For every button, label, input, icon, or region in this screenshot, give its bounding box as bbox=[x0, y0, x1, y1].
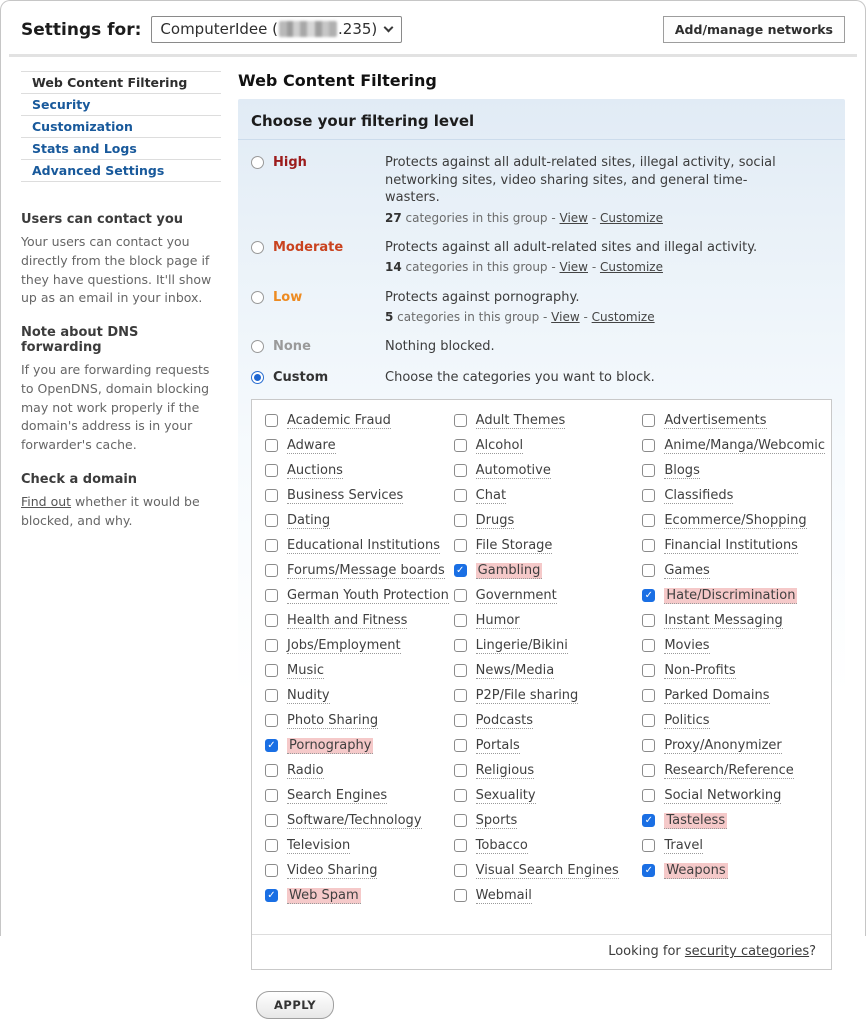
category-checkbox-software-technology[interactable] bbox=[265, 814, 278, 827]
category-checkbox-classifieds[interactable] bbox=[642, 489, 655, 502]
category-checkbox-chat[interactable] bbox=[454, 489, 467, 502]
category-academic-fraud bbox=[265, 408, 454, 433]
category-label[interactable]: Dating bbox=[287, 512, 331, 528]
category-file-storage bbox=[454, 533, 643, 558]
view-link-low[interactable]: View bbox=[551, 310, 580, 325]
category-label[interactable]: Health and Fitness bbox=[287, 612, 408, 628]
level-radio-moderate[interactable] bbox=[251, 241, 264, 254]
category-label[interactable]: Portals bbox=[475, 737, 520, 753]
category-label[interactable]: Hate/Discrimination bbox=[666, 587, 796, 603]
category-hate-discrimination bbox=[642, 583, 831, 608]
category-label[interactable]: Adware bbox=[287, 437, 336, 453]
sidebar-section-body: Find out whether it would be blocked, and why. bbox=[21, 493, 200, 528]
level-desc-low bbox=[385, 289, 655, 326]
category-label[interactable]: Pornography bbox=[289, 737, 372, 753]
category-lingerie-bikini bbox=[454, 633, 643, 658]
level-count: 14 bbox=[385, 260, 402, 275]
category-web-spam bbox=[265, 883, 454, 908]
category-adult-themes bbox=[454, 408, 643, 433]
level-radio-high[interactable] bbox=[251, 156, 264, 169]
category-sexuality bbox=[454, 783, 643, 808]
footer-text: Looking for bbox=[608, 944, 685, 960]
category-checkbox-games[interactable] bbox=[642, 564, 655, 577]
category-nudity bbox=[265, 683, 454, 708]
network-name-prefix: ComputerIdee ( bbox=[160, 20, 279, 38]
category-checkbox-portals[interactable] bbox=[454, 739, 467, 752]
category-label[interactable]: Visual Search Engines bbox=[475, 862, 619, 878]
category-label[interactable]: German Youth Protection bbox=[287, 587, 449, 603]
category-label[interactable]: Chat bbox=[475, 487, 507, 503]
category-checkbox-weapons[interactable] bbox=[642, 864, 655, 877]
sidebar bbox=[21, 71, 221, 1019]
category-checkbox-tasteless[interactable] bbox=[642, 814, 655, 827]
category-anime-manga-webcomic bbox=[642, 433, 831, 458]
category-news-media bbox=[454, 658, 643, 683]
level-name-low: Low bbox=[273, 289, 303, 305]
settings-for-label: Settings for: bbox=[21, 19, 142, 40]
level-desc-none bbox=[385, 338, 495, 356]
category-label[interactable]: Software/Technology bbox=[287, 812, 422, 828]
category-search-engines bbox=[265, 783, 454, 808]
category-label[interactable]: Webmail bbox=[475, 887, 532, 903]
category-movies bbox=[642, 633, 831, 658]
category-label[interactable]: Research/Reference bbox=[664, 762, 794, 778]
category-proxy-anonymizer bbox=[642, 733, 831, 758]
category-checkbox-educational-institutions[interactable] bbox=[265, 539, 278, 552]
categories-footer bbox=[252, 934, 831, 969]
category-checkbox-politics[interactable] bbox=[642, 714, 655, 727]
category-label[interactable]: Weapons bbox=[666, 862, 726, 878]
category-software-technology bbox=[265, 808, 454, 833]
category-checkbox-blogs[interactable] bbox=[642, 464, 655, 477]
category-music bbox=[265, 658, 454, 683]
category-checkbox-advertisements[interactable] bbox=[642, 414, 655, 427]
level-desc-text: Protects against all adult-related sites and illegal activity. bbox=[385, 239, 758, 255]
category-checkbox-social-networking[interactable] bbox=[642, 789, 655, 802]
main-content bbox=[238, 71, 845, 1019]
level-desc-text: Protects against all adult-related sites, illegal activity, social networking sites, video sharing sites, and general time-wasters. bbox=[385, 155, 776, 206]
sidebar-item-stats-and-logs[interactable]: Stats and Logs bbox=[21, 138, 221, 160]
level-radio-none[interactable] bbox=[251, 340, 264, 353]
category-automotive bbox=[454, 458, 643, 483]
sidebar-menu bbox=[21, 71, 221, 182]
category-gambling bbox=[454, 558, 643, 583]
level-row-low bbox=[251, 289, 832, 326]
category-label[interactable]: Web Spam bbox=[289, 887, 359, 903]
category-checkbox-travel[interactable] bbox=[642, 839, 655, 852]
category-checkbox-tobacco[interactable] bbox=[454, 839, 467, 852]
category-checkbox-news-media[interactable] bbox=[454, 664, 467, 677]
category-business-services bbox=[265, 483, 454, 508]
category-label[interactable]: Ecommerce/Shopping bbox=[664, 512, 807, 528]
category-radio bbox=[265, 758, 454, 783]
category-photo-sharing bbox=[265, 708, 454, 733]
category-auctions bbox=[265, 458, 454, 483]
category-checkbox-dating[interactable] bbox=[265, 514, 278, 527]
customize-link-high[interactable]: Customize bbox=[599, 210, 663, 225]
category-checkbox-visual-search-engines[interactable] bbox=[454, 864, 467, 877]
category-government bbox=[454, 583, 643, 608]
category-checkbox-ecommerce-shopping[interactable] bbox=[642, 514, 655, 527]
category-checkbox-research-reference[interactable] bbox=[642, 764, 655, 777]
category-label[interactable]: Politics bbox=[664, 712, 710, 728]
category-checkbox-hate-discrimination[interactable] bbox=[642, 589, 655, 602]
category-humor bbox=[454, 608, 643, 633]
level-desc-text: Choose the categories you want to block. bbox=[385, 369, 655, 385]
category-checkbox-anime-manga-webcomic[interactable] bbox=[642, 439, 655, 452]
level-row-high bbox=[251, 154, 832, 226]
sidebar-section-body: If you are forwarding requests to OpenDNS, domain blocking may not work properly if the domain's address is in your forwarder's cache. bbox=[21, 362, 210, 452]
panel-heading: Choose your filtering level bbox=[238, 99, 845, 140]
level-radio-custom[interactable] bbox=[251, 371, 264, 384]
category-label[interactable]: Alcohol bbox=[475, 437, 524, 453]
sidebar-section-note-about-dns-forwarding bbox=[21, 325, 221, 455]
level-desc-text: Nothing blocked. bbox=[385, 339, 495, 355]
redacted-ip bbox=[279, 21, 337, 37]
category-label[interactable]: Auctions bbox=[287, 462, 343, 478]
category-label[interactable]: Religious bbox=[475, 762, 535, 778]
category-weapons bbox=[642, 858, 831, 883]
category-podcasts bbox=[454, 708, 643, 733]
category-label[interactable]: Advertisements bbox=[664, 412, 767, 428]
category-blogs bbox=[642, 458, 831, 483]
category-checkbox-webmail[interactable] bbox=[454, 889, 467, 902]
level-row-none bbox=[251, 338, 832, 356]
category-label[interactable]: Travel bbox=[664, 837, 703, 853]
category-label[interactable]: Jobs/Employment bbox=[287, 637, 401, 653]
category-video-sharing bbox=[265, 858, 454, 883]
category-label[interactable]: Classifieds bbox=[664, 487, 734, 503]
find-out-link[interactable]: Find out bbox=[21, 493, 72, 509]
category-label[interactable]: P2P/File sharing bbox=[475, 687, 579, 703]
category-educational-institutions bbox=[265, 533, 454, 558]
level-name-moderate: Moderate bbox=[273, 239, 344, 255]
category-label[interactable]: Search Engines bbox=[287, 787, 388, 803]
category-travel bbox=[642, 833, 831, 858]
category-games bbox=[642, 558, 831, 583]
category-jobs-employment bbox=[265, 633, 454, 658]
category-adware bbox=[265, 433, 454, 458]
category-checkbox-gambling[interactable] bbox=[454, 564, 467, 577]
category-checkbox-web-spam[interactable] bbox=[265, 889, 278, 902]
category-label[interactable]: Radio bbox=[287, 762, 324, 778]
category-ecommerce-shopping bbox=[642, 508, 831, 533]
category-label[interactable]: Adult Themes bbox=[475, 412, 566, 428]
level-count: 5 bbox=[385, 310, 394, 325]
view-link-high[interactable]: View bbox=[559, 210, 588, 225]
category-checkbox-forums-message-boards[interactable] bbox=[265, 564, 278, 577]
category-label[interactable]: Sexuality bbox=[475, 787, 536, 803]
sidebar-section-check-a-domain bbox=[21, 472, 221, 531]
category-visual-search-engines bbox=[454, 858, 643, 883]
category-label[interactable]: Humor bbox=[475, 612, 520, 628]
sidebar-item-security[interactable]: Security bbox=[21, 94, 221, 116]
category-checkbox-nudity[interactable] bbox=[265, 689, 278, 702]
category-social-networking bbox=[642, 783, 831, 808]
category-checkbox-drugs[interactable] bbox=[454, 514, 467, 527]
category-pornography bbox=[265, 733, 454, 758]
category-advertisements bbox=[642, 408, 831, 433]
category-checkbox-adware[interactable] bbox=[265, 439, 278, 452]
sidebar-item-customization[interactable]: Customization bbox=[21, 116, 221, 138]
category-checkbox-financial-institutions[interactable] bbox=[642, 539, 655, 552]
category-checkbox-government[interactable] bbox=[454, 589, 467, 602]
sidebar-section-heading: Check a domain bbox=[21, 471, 138, 487]
category-checkbox-photo-sharing[interactable] bbox=[265, 714, 278, 727]
level-desc-custom bbox=[385, 369, 655, 387]
filtering-panel bbox=[238, 99, 845, 976]
level-name-high: High bbox=[273, 155, 307, 170]
filtering-levels bbox=[238, 140, 845, 386]
category-label[interactable]: Educational Institutions bbox=[287, 537, 440, 553]
level-count: 27 bbox=[385, 210, 402, 225]
category-tasteless bbox=[642, 808, 831, 833]
category-checkbox-music[interactable] bbox=[265, 664, 278, 677]
category-checkbox-instant-messaging[interactable] bbox=[642, 614, 655, 627]
category-label[interactable]: Business Services bbox=[287, 487, 404, 503]
category-label[interactable]: News/Media bbox=[475, 662, 555, 678]
category-checkbox-search-engines[interactable] bbox=[265, 789, 278, 802]
network-select[interactable] bbox=[151, 16, 402, 43]
level-meta-moderate: 14 categories in this group - View - Customize bbox=[385, 260, 663, 275]
category-checkbox-sexuality[interactable] bbox=[454, 789, 467, 802]
category-religious bbox=[454, 758, 643, 783]
sidebar-item-advanced-settings[interactable]: Advanced Settings bbox=[21, 160, 221, 182]
category-health-and-fitness bbox=[265, 608, 454, 633]
security-categories-link[interactable]: security categories bbox=[684, 944, 810, 960]
category-label[interactable]: Academic Fraud bbox=[287, 412, 391, 428]
category-checkbox-podcasts[interactable] bbox=[454, 714, 467, 727]
category-label[interactable]: Drugs bbox=[475, 512, 515, 528]
category-tobacco bbox=[454, 833, 643, 858]
category-label[interactable]: Lingerie/Bikini bbox=[475, 637, 568, 653]
category-label[interactable]: Proxy/Anonymizer bbox=[664, 737, 782, 753]
sidebar-section-heading: Users can contact you bbox=[21, 212, 184, 227]
category-forums-message-boards bbox=[265, 558, 454, 583]
page-header bbox=[1, 1, 865, 54]
category-label[interactable]: Forums/Message boards bbox=[287, 562, 445, 578]
categories-grid bbox=[252, 400, 831, 934]
category-checkbox-file-storage[interactable] bbox=[454, 539, 467, 552]
category-checkbox-sports[interactable] bbox=[454, 814, 467, 827]
category-politics bbox=[642, 708, 831, 733]
category-checkbox-adult-themes[interactable] bbox=[454, 414, 467, 427]
category-checkbox-alcohol[interactable] bbox=[454, 439, 467, 452]
category-checkbox-radio[interactable] bbox=[265, 764, 278, 777]
category-financial-institutions bbox=[642, 533, 831, 558]
category-portals bbox=[454, 733, 643, 758]
category-label[interactable]: Automotive bbox=[475, 462, 551, 478]
level-desc-moderate bbox=[385, 239, 757, 276]
category-label[interactable]: Instant Messaging bbox=[664, 612, 783, 628]
level-meta-low: 5 categories in this group - View - Customize bbox=[385, 310, 655, 325]
category-instant-messaging bbox=[642, 608, 831, 633]
category-label[interactable]: Gambling bbox=[477, 562, 541, 578]
category-alcohol bbox=[454, 433, 643, 458]
category-label[interactable]: Anime/Manga/Webcomic bbox=[664, 437, 825, 453]
customize-link-low[interactable]: Customize bbox=[591, 310, 655, 325]
sidebar-section-body: Your users can contact you directly from the block page if they have questions. It'll show up as an email in your inbox. bbox=[21, 234, 212, 306]
category-checkbox-religious[interactable] bbox=[454, 764, 467, 777]
chevron-down-icon bbox=[384, 23, 394, 33]
category-dating bbox=[265, 508, 454, 533]
category-television bbox=[265, 833, 454, 858]
category-label[interactable]: Non-Profits bbox=[664, 662, 736, 678]
category-label[interactable]: Government bbox=[475, 587, 557, 603]
category-checkbox-auctions[interactable] bbox=[265, 464, 278, 477]
category-classifieds bbox=[642, 483, 831, 508]
level-name-custom: Custom bbox=[273, 369, 329, 385]
category-label[interactable]: Podcasts bbox=[475, 712, 533, 728]
level-desc-high bbox=[385, 154, 785, 226]
category-label[interactable]: Movies bbox=[664, 637, 710, 653]
category-checkbox-academic-fraud[interactable] bbox=[265, 414, 278, 427]
category-research-reference bbox=[642, 758, 831, 783]
level-desc-text: Protects against pornography. bbox=[385, 289, 580, 305]
category-label[interactable]: Games bbox=[664, 562, 710, 578]
category-checkbox-health-and-fitness[interactable] bbox=[265, 614, 278, 627]
category-webmail bbox=[454, 883, 643, 908]
category-label[interactable]: Tasteless bbox=[666, 812, 726, 828]
add-manage-networks-button[interactable]: Add/manage networks bbox=[663, 16, 845, 43]
category-checkbox-humor[interactable] bbox=[454, 614, 467, 627]
category-label[interactable]: Parked Domains bbox=[664, 687, 770, 703]
category-label[interactable]: Financial Institutions bbox=[664, 537, 798, 553]
level-name-none: None bbox=[273, 339, 311, 355]
category-non-profits bbox=[642, 658, 831, 683]
category-checkbox-non-profits[interactable] bbox=[642, 664, 655, 677]
category-p2p-file-sharing bbox=[454, 683, 643, 708]
category-checkbox-business-services[interactable] bbox=[265, 489, 278, 502]
category-label[interactable]: Sports bbox=[475, 812, 518, 828]
category-label[interactable]: Music bbox=[287, 662, 324, 678]
category-label[interactable]: Video Sharing bbox=[287, 862, 378, 878]
category-drugs bbox=[454, 508, 643, 533]
category-label[interactable]: File Storage bbox=[475, 537, 553, 553]
category-chat bbox=[454, 483, 643, 508]
category-label[interactable]: Social Networking bbox=[664, 787, 782, 803]
page-title: Web Content Filtering bbox=[238, 71, 437, 90]
category-checkbox-video-sharing[interactable] bbox=[265, 864, 278, 877]
category-sports bbox=[454, 808, 643, 833]
sidebar-sections bbox=[21, 212, 221, 530]
category-checkbox-automotive[interactable] bbox=[454, 464, 467, 477]
category-label[interactable]: Nudity bbox=[287, 687, 330, 703]
network-name-suffix: .235) bbox=[338, 20, 378, 38]
category-checkbox-proxy-anonymizer[interactable] bbox=[642, 739, 655, 752]
sidebar-section-users-can-contact-you bbox=[21, 212, 221, 308]
level-radio-low[interactable] bbox=[251, 291, 264, 304]
apply-button[interactable]: APPLY bbox=[256, 991, 334, 1019]
category-checkbox-p2p-file-sharing[interactable] bbox=[454, 689, 467, 702]
category-german-youth-protection bbox=[265, 583, 454, 608]
category-label[interactable]: Blogs bbox=[664, 462, 700, 478]
content bbox=[1, 57, 865, 1019]
category-checkbox-jobs-employment[interactable] bbox=[265, 639, 278, 652]
category-checkbox-german-youth-protection[interactable] bbox=[265, 589, 278, 602]
category-label[interactable]: Tobacco bbox=[475, 837, 528, 853]
category-checkbox-movies[interactable] bbox=[642, 639, 655, 652]
sidebar-section-heading: Note about DNS forwarding bbox=[21, 325, 139, 355]
view-link-moderate[interactable]: View bbox=[559, 260, 588, 275]
footer-text-end: ? bbox=[809, 944, 816, 960]
category-label[interactable]: Photo Sharing bbox=[287, 712, 379, 728]
categories-box bbox=[251, 399, 832, 970]
category-checkbox-pornography[interactable] bbox=[265, 739, 278, 752]
category-checkbox-television[interactable] bbox=[265, 839, 278, 852]
customize-link-moderate[interactable]: Customize bbox=[599, 260, 663, 275]
category-label[interactable]: Television bbox=[287, 837, 351, 853]
category-checkbox-parked-domains[interactable] bbox=[642, 689, 655, 702]
level-row-moderate bbox=[251, 239, 832, 276]
category-checkbox-lingerie-bikini[interactable] bbox=[454, 639, 467, 652]
category-parked-domains bbox=[642, 683, 831, 708]
level-row-custom bbox=[251, 369, 832, 387]
level-meta-high: 27 categories in this group - View - Customize bbox=[385, 210, 663, 225]
sidebar-item-web-content-filtering[interactable]: Web Content Filtering bbox=[21, 72, 221, 94]
